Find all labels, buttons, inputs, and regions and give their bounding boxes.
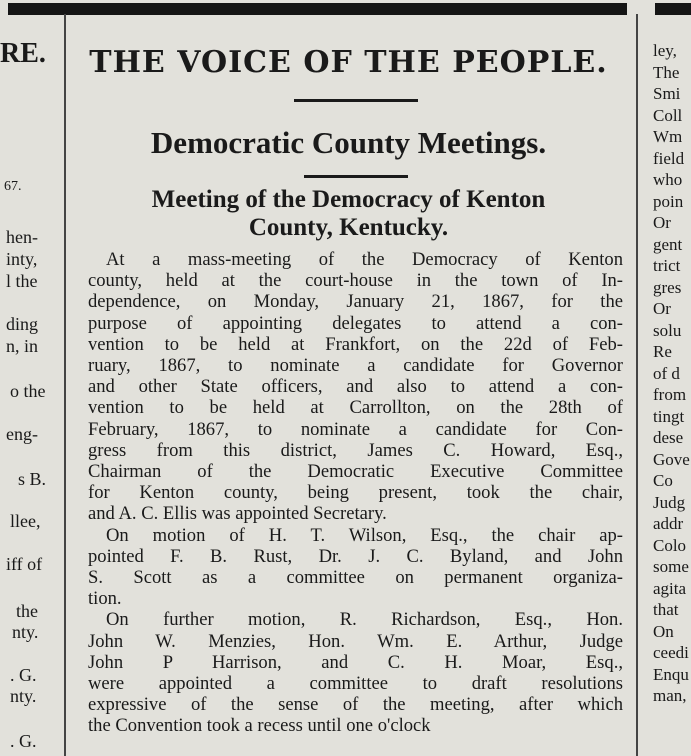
left-fragment: s B. bbox=[18, 469, 47, 489]
left-fragment: n, in bbox=[6, 336, 39, 356]
left-fragment: iff of bbox=[6, 554, 43, 574]
right-fragment: that bbox=[653, 600, 679, 619]
section-title: THE VOICE OF THE PEOPLE. bbox=[89, 45, 608, 80]
top-rule-right bbox=[655, 3, 691, 15]
column-divider-right bbox=[636, 14, 638, 756]
article-line: Chairman of the Democratic Executive Committee bbox=[88, 461, 623, 483]
top-rule bbox=[8, 3, 627, 15]
left-fragment: ding bbox=[6, 314, 39, 334]
subheadline bbox=[70, 186, 627, 242]
left-fragment: 67. bbox=[4, 179, 22, 194]
article-line: dependence, on Monday, January 21, 1867, for the bbox=[88, 291, 623, 313]
left-fragment: llee, bbox=[10, 511, 41, 531]
right-fragment: Or bbox=[653, 213, 671, 232]
left-fragment: . G. bbox=[10, 665, 37, 685]
right-fragment: trict bbox=[653, 256, 681, 275]
article-line: vention to be held at Frankfort, on the 22d of Feb- bbox=[88, 333, 623, 355]
right-fragment: Colo bbox=[653, 535, 687, 555]
article-line: John P Harrison, and C. H. Moar, Esq., bbox=[88, 651, 623, 673]
left-column-fragment bbox=[0, 15, 62, 756]
left-fragment: eng- bbox=[6, 424, 38, 444]
article-line: gress from this district, James C. Howard, Esq., bbox=[88, 439, 623, 461]
article-line: and other State officers, and also to attend a con- bbox=[88, 376, 623, 398]
right-fragment: Or bbox=[653, 299, 671, 318]
right-fragment: Wm bbox=[653, 127, 683, 146]
article-line: the Convention took a recess until one o'clock bbox=[88, 715, 431, 737]
right-fragment: field bbox=[653, 148, 685, 168]
right-fragment: Judg bbox=[653, 492, 686, 512]
right-fragment: from bbox=[653, 385, 687, 404]
left-fragment: l the bbox=[6, 271, 38, 291]
right-fragment: On bbox=[653, 621, 674, 641]
divider-rule bbox=[304, 175, 408, 178]
column-divider-left bbox=[64, 14, 66, 756]
left-fragment: the bbox=[16, 601, 38, 621]
article-line: pointed F. B. Rust, Dr. J. C. Byland, and John bbox=[88, 545, 623, 567]
article-line: On motion of H. T. Wilson, Esq., the chair ap- bbox=[106, 524, 623, 546]
right-fragment: who bbox=[653, 170, 683, 189]
article-line: February, 1867, to nominate a candidate for Con- bbox=[88, 418, 623, 440]
right-column-fragment bbox=[641, 15, 691, 756]
article-line: ruary, 1867, to nominate a candidate for Governor bbox=[88, 355, 623, 377]
article-line: At a mass-meeting of the Democracy of Kenton bbox=[106, 249, 623, 270]
article-line: John W. Menzies, Hon. Wm. E. Arthur, Judge bbox=[88, 630, 623, 652]
subhead-line: County, Kentucky. bbox=[248, 214, 449, 241]
right-fragment: Enqu bbox=[653, 664, 689, 684]
right-fragment: of d bbox=[653, 363, 680, 383]
left-fragment: hen- bbox=[6, 227, 38, 247]
article-line: and A. C. Ellis was appointed Secretary. bbox=[88, 503, 387, 525]
right-fragment: agita bbox=[653, 578, 687, 598]
right-fragment: solu bbox=[653, 320, 682, 340]
article-line: were appointed a committee to draft resolutions bbox=[88, 673, 623, 695]
article-column bbox=[70, 15, 627, 756]
right-fragment: Coll bbox=[653, 105, 683, 125]
left-fragment: nty. bbox=[10, 686, 37, 706]
right-fragment: some bbox=[653, 557, 689, 576]
right-fragment: Smi bbox=[653, 84, 681, 103]
left-fragment: o the bbox=[10, 381, 46, 401]
headline: Democratic County Meetings. bbox=[150, 125, 547, 160]
left-fragment: . G. bbox=[10, 731, 37, 751]
right-fragment: The bbox=[653, 62, 680, 82]
right-fragment: ley, bbox=[653, 41, 677, 60]
right-fragment: tingt bbox=[653, 406, 685, 426]
article-line: vention to be held at Carrollton, on the 28th of bbox=[88, 397, 623, 419]
divider-rule bbox=[294, 99, 418, 102]
right-fragment: addr bbox=[653, 514, 684, 533]
right-fragment: poin bbox=[653, 191, 684, 211]
article-body bbox=[88, 249, 623, 737]
subhead-line: Meeting of the Democracy of Kenton bbox=[151, 186, 546, 213]
left-fragment: inty, bbox=[6, 249, 38, 269]
article-line: county, held at the court-house in the town of In- bbox=[88, 270, 623, 292]
article-line: expressive of the sense of the meeting, after which bbox=[88, 694, 623, 716]
right-fragment: gres bbox=[653, 277, 682, 297]
right-fragment: Gove bbox=[653, 449, 690, 469]
left-fragment: RE. bbox=[0, 38, 46, 69]
right-fragment: gent bbox=[653, 234, 683, 254]
right-fragment: Re bbox=[653, 342, 672, 361]
article-line: S. Scott as a committee on permanent organiza- bbox=[88, 567, 623, 589]
left-fragment: nty. bbox=[12, 622, 39, 642]
right-fragment: man, bbox=[653, 686, 687, 705]
article-line: On further motion, R. Richardson, Esq., Hon. bbox=[106, 609, 623, 631]
article-line: tion. bbox=[88, 588, 122, 610]
right-fragment: Co bbox=[653, 471, 673, 490]
article-line: for Kenton county, being present, took the chair, bbox=[88, 482, 623, 504]
right-fragment: dese bbox=[653, 428, 684, 447]
right-fragment: ceedi bbox=[653, 643, 689, 662]
article-line: purpose of appointing delegates to attend a con- bbox=[88, 312, 623, 334]
